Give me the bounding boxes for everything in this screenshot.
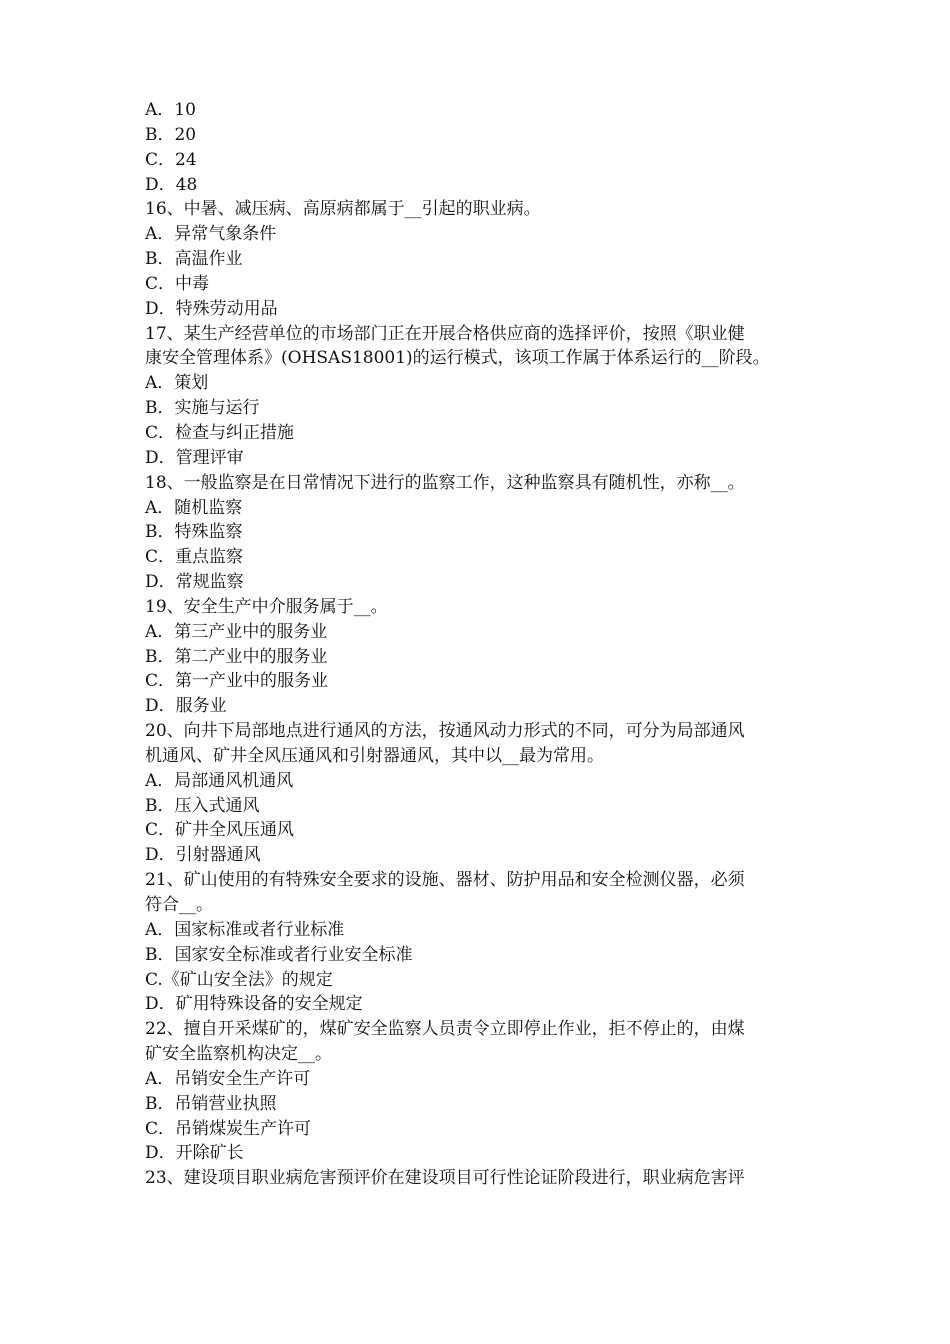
- text-line: C．矿井全风压通风: [145, 820, 295, 841]
- question-21: 21、矿山使用的有特殊安全要求的设施、器材、防护用品和安全检测仪器，必须: [145, 870, 745, 891]
- text-line: A．异常气象条件: [145, 224, 277, 245]
- text-line: C．吊销煤炭生产许可: [145, 1118, 312, 1139]
- text-line: C.《矿山安全法》的规定: [145, 969, 333, 990]
- question-16: 16、中暑、减压病、高原病都属于__引起的职业病。: [145, 199, 541, 220]
- text-line: C．中毒: [145, 273, 210, 294]
- text-line: B．第二产业中的服务业: [145, 646, 328, 667]
- text-line: D．引射器通风: [145, 845, 261, 866]
- text-line: C．第一产业中的服务业: [145, 671, 329, 692]
- text-line: 符合__。: [145, 895, 213, 915]
- text-line: D．服务业: [145, 696, 227, 717]
- text-line: D．常规监察: [145, 572, 244, 593]
- text-line: B．吊销营业执照: [145, 1093, 277, 1114]
- text-line: B．压入式通风: [145, 795, 260, 816]
- text-line: A．10: [145, 100, 196, 120]
- text-line: C．24: [145, 149, 197, 170]
- question-18: 18、一般监察是在日常情况下进行的监察工作，这种监察具有随机性，亦称__。: [145, 472, 745, 493]
- text-line: A．第三产业中的服务业: [145, 621, 328, 642]
- text-line: B．高温作业: [145, 249, 243, 270]
- text-line: A．局部通风机通风: [145, 770, 294, 791]
- question-19: 19、安全生产中介服务属于__。: [145, 596, 388, 617]
- text-line: 矿安全监察机构决定__。: [145, 1044, 332, 1065]
- document-body: [145, 98, 825, 1191]
- text-line: 机通风、矿井全风压通风和引射器通风，其中以__最为常用。: [145, 745, 604, 766]
- text-line: D．矿用特殊设备的安全规定: [145, 994, 363, 1015]
- text-line: A．吊销安全生产许可: [145, 1068, 311, 1089]
- text-line: D．特殊劳动用品: [145, 298, 278, 319]
- question-22: 22、擅自开采煤矿的，煤矿安全监察人员责令立即停止作业，拒不停止的，由煤: [145, 1019, 745, 1040]
- text-line: B．国家安全标准或者行业安全标准: [145, 944, 413, 965]
- text-line: 康安全管理体系》(OHSAS18001)的运行模式，该项工作属于体系运行的__阶段。: [145, 348, 770, 369]
- text-line: B．20: [145, 124, 197, 145]
- text-line: A．国家标准或者行业标准: [145, 919, 345, 940]
- text-line: A．策划: [145, 373, 209, 394]
- text-line: A．随机监察: [145, 497, 243, 518]
- question-23: 23、建设项目职业病危害预评价在建设项目可行性论证阶段进行，职业病危害评: [145, 1168, 745, 1189]
- text-line: B．实施与运行: [145, 398, 260, 419]
- text-line: C．重点监察: [145, 547, 244, 568]
- question-17: 17、某生产经营单位的市场部门正在开展合格供应商的选择评价，按照《职业健: [145, 323, 745, 344]
- text-line: D．48: [145, 174, 198, 195]
- text-line: C．检查与纠正措施: [145, 422, 295, 443]
- text-line: D．开除矿长: [145, 1143, 244, 1164]
- text-line: B．特殊监察: [145, 522, 243, 543]
- text-line: D．管理评审: [145, 447, 244, 468]
- question-20: 20、向井下局部地点进行通风的方法，按通风动力形式的不同，可分为局部通风: [145, 721, 745, 742]
